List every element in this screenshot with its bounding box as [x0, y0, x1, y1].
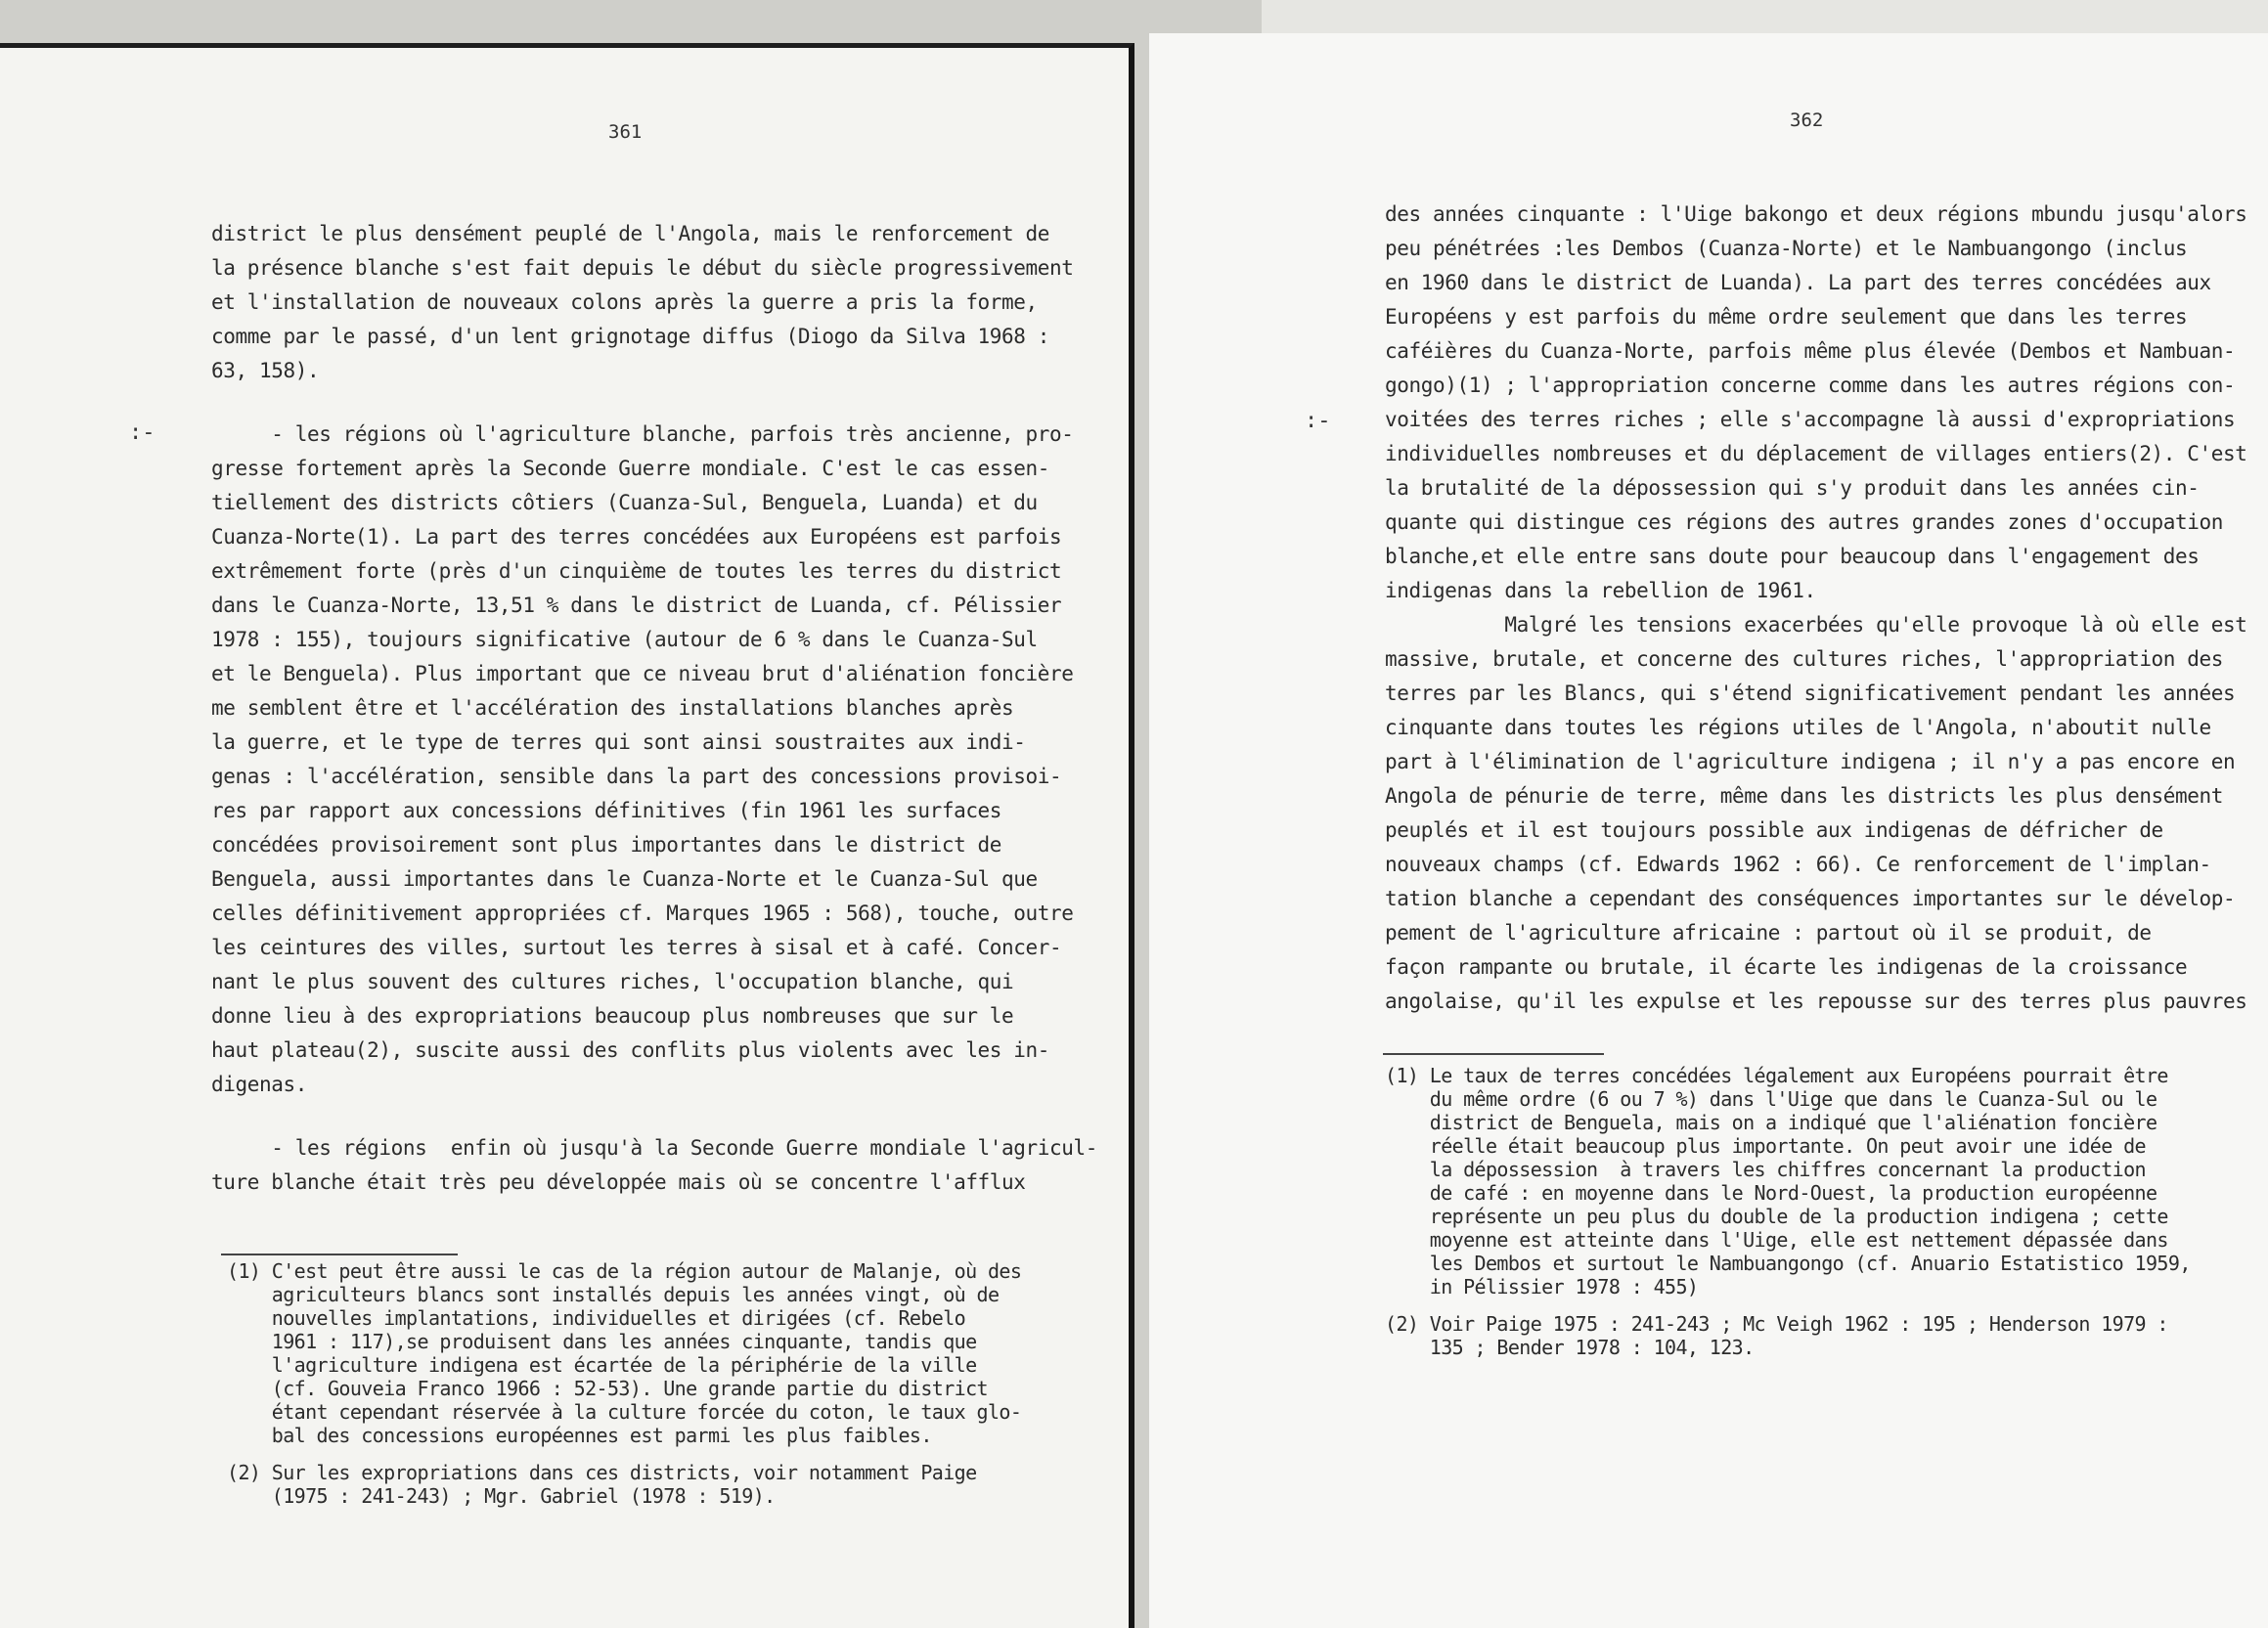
- text-line: concédées provisoirement sont plus importantes dans le district de: [211, 833, 1002, 857]
- text-line: 63, 158).: [211, 359, 320, 382]
- text-line: part à l'élimination de l'agriculture indigena ; il n'y a pas encore en: [1385, 750, 2236, 773]
- text-line: dans le Cuanza-Norte, 13,51 % dans le district de Luanda, cf. Pélissier: [211, 594, 1062, 617]
- text-line: celles définitivement appropriées cf. Marques 1965 : 568), touche, outre: [211, 902, 1074, 925]
- text-line: donne lieu à des expropriations beaucoup plus nombreuses que sur le: [211, 1004, 1014, 1028]
- text-line: district le plus densément peuplé de l'Angola, mais le renforcement de: [211, 222, 1050, 245]
- margin-mark: :-: [1305, 409, 1331, 433]
- text-line: me semblent être et l'accélération des installations blanches après: [211, 696, 1014, 720]
- text-line: tation blanche a cependant des conséquences importantes sur le dévelop-: [1385, 887, 2236, 910]
- text-line: la présence blanche s'est fait depuis le début du siècle progressivement: [211, 256, 1074, 280]
- text-line: Benguela, aussi importantes dans le Cuanza-Norte et le Cuanza-Sul que: [211, 867, 1038, 891]
- text-line: digenas.: [211, 1073, 307, 1096]
- text-line: façon rampante ou brutale, il écarte les indigenas de la croissance: [1385, 955, 2188, 979]
- footnote-line: (2) Voir Paige 1975 : 241-243 ; Mc Veigh 1962 : 195 ; Henderson 1979 :: [1385, 1312, 2168, 1336]
- text-line: gongo)(1) ; l'appropriation concerne comme dans les autres régions con-: [1385, 374, 2236, 397]
- text-line: peu pénétrées :les Dembos (Cuanza-Norte) et le Nambuangongo (inclus: [1385, 237, 2188, 260]
- text-line: Angola de pénurie de terre, même dans les districts les plus densément: [1385, 784, 2224, 808]
- footnote-line: (2) Sur les expropriations dans ces districts, voir notamment Paige: [227, 1461, 977, 1484]
- right-footnote-separator: [1383, 1053, 1604, 1055]
- footnote-line: étant cependant réservée à la culture forcée du coton, le taux glo-: [227, 1400, 1022, 1424]
- right-footnotes: [1385, 1064, 2191, 1359]
- paragraph-gap: [211, 1102, 1097, 1131]
- footnote-line: les Dembos et surtout le Nambuangongo (cf. Anuario Estatistico 1959,: [1385, 1252, 2191, 1275]
- footnote-gap: [227, 1447, 1021, 1461]
- paragraph-gap: [211, 388, 1097, 418]
- text-line: extrêmement forte (près d'un cinquième de toutes les terres du district: [211, 559, 1062, 583]
- footnote-line: agriculteurs blancs sont installés depuis les années vingt, où de: [227, 1283, 1000, 1306]
- text-line: nouveaux champs (cf. Edwards 1962 : 66). Ce renforcement de l'implan-: [1385, 853, 2211, 876]
- text-line: caféières du Cuanza-Norte, parfois même plus élevée (Dembos et Nambuan-: [1385, 339, 2236, 363]
- margin-mark: :-: [129, 420, 156, 445]
- text-line: cinquante dans toutes les régions utiles de l'Angola, n'aboutit nulle: [1385, 716, 2211, 739]
- footnote-line: 135 ; Bender 1978 : 104, 123.: [1385, 1336, 1755, 1359]
- footnote-line: moyenne est atteinte dans l'Uige, elle est nettement dépassée dans: [1385, 1228, 2168, 1252]
- text-line: terres par les Blancs, qui s'étend significativement pendant les années: [1385, 682, 2236, 705]
- text-line: les ceintures des villes, surtout les terres à sisal et à café. Concer-: [211, 936, 1062, 959]
- text-line: nant le plus souvent des cultures riches, l'occupation blanche, qui: [211, 970, 1014, 993]
- text-line: des années cinquante : l'Uige bakongo et deux régions mbundu jusqu'alors: [1385, 202, 2247, 226]
- footnote-line: 1961 : 117),se produisent dans les années cinquante, tandis que: [227, 1330, 977, 1353]
- text-line: res par rapport aux concessions définitives (fin 1961 les surfaces: [211, 799, 1002, 822]
- text-line: en 1960 dans le district de Luanda). La part des terres concédées aux: [1385, 271, 2211, 294]
- left-footnotes: [227, 1259, 1021, 1508]
- left-footnote-separator: [221, 1254, 458, 1255]
- footnote-line: nouvelles implantations, individuelles et dirigées (cf. Rebelo: [227, 1306, 966, 1330]
- text-line: et le Benguela). Plus important que ce niveau brut d'aliénation foncière: [211, 662, 1074, 685]
- footnote-line: (1) C'est peut être aussi le cas de la région autour de Malanje, où des: [227, 1259, 1022, 1283]
- text-line: individuelles nombreuses et du déplacement de villages entiers(2). C'est: [1385, 442, 2247, 465]
- text-line: massive, brutale, et concerne des cultures riches, l'appropriation des: [1385, 647, 2224, 671]
- footnote-line: in Pélissier 1978 : 455): [1385, 1275, 1699, 1298]
- text-line: genas : l'accélération, sensible dans la part des concessions provisoi-: [211, 765, 1062, 788]
- footnote-line: de café : en moyenne dans le Nord-Ouest, la production européenne: [1385, 1181, 2157, 1205]
- footnote-line: bal des concessions européennes est parmi les plus faibles.: [227, 1424, 932, 1447]
- text-line: et l'installation de nouveaux colons après la guerre a pris la forme,: [211, 290, 1038, 314]
- text-line: ture blanche était très peu développée mais où se concentre l'afflux: [211, 1170, 1026, 1194]
- footnote-line: (cf. Gouveia Franco 1966 : 52-53). Une grande partie du district: [227, 1377, 988, 1400]
- text-line: la guerre, et le type de terres qui sont ainsi soustraites aux indi-: [211, 730, 1026, 754]
- text-line: comme par le passé, d'un lent grignotage diffus (Diogo da Silva 1968 :: [211, 325, 1050, 348]
- text-line: 1978 : 155), toujours significative (autour de 6 % dans le Cuanza-Sul: [211, 628, 1038, 651]
- left-body-text: [211, 217, 1097, 1200]
- right-page-number: 362: [1790, 110, 1824, 131]
- text-line: quante qui distingue ces régions des autres grandes zones d'occupation: [1385, 510, 2224, 534]
- text-line: - les régions où l'agriculture blanche, parfois très ancienne, pro-: [211, 422, 1074, 446]
- text-line: Européens y est parfois du même ordre seulement que dans les terres: [1385, 305, 2188, 329]
- right-body-text: [1385, 198, 2247, 1019]
- text-line: voitées des terres riches ; elle s'accompagne là aussi d'expropriations: [1385, 408, 2236, 431]
- footnote-line: la dépossession à travers les chiffres concernant la production: [1385, 1158, 2146, 1181]
- left-page-number: 361: [608, 121, 643, 143]
- text-line: la brutalité de la dépossession qui s'y produit dans les années cin-: [1385, 476, 2200, 500]
- text-line: blanche,et elle entre sans doute pour beaucoup dans l'engagement des: [1385, 545, 2200, 568]
- footnote-gap: [1385, 1298, 2191, 1312]
- footnote-line: du même ordre (6 ou 7 %) dans l'Uige que dans le Cuanza-Sul ou le: [1385, 1087, 2157, 1111]
- text-line: angolaise, qu'il les expulse et les repousse sur des terres plus pauvres: [1385, 990, 2247, 1013]
- text-line: Cuanza-Norte(1). La part des terres concédées aux Européens est parfois: [211, 525, 1062, 549]
- text-line: - les régions enfin où jusqu'à la Seconde Guerre mondiale l'agricul-: [211, 1136, 1097, 1160]
- text-line: haut plateau(2), suscite aussi des conflits plus violents avec les in-: [211, 1038, 1050, 1062]
- footnote-line: (1975 : 241-243) ; Mgr. Gabriel (1978 : 519).: [227, 1484, 776, 1508]
- footnote-line: réelle était beaucoup plus importante. On peut avoir une idée de: [1385, 1134, 2146, 1158]
- text-line: peuplés et il est toujours possible aux indigenas de défricher de: [1385, 818, 2163, 842]
- text-line: gresse fortement après la Seconde Guerre mondiale. C'est le cas essen-: [211, 457, 1050, 480]
- text-line: indigenas dans la rebellion de 1961.: [1385, 579, 1816, 602]
- footnote-line: représente un peu plus du double de la production indigena ; cette: [1385, 1205, 2168, 1228]
- text-line: tiellement des districts côtiers (Cuanza-Sul, Benguela, Luanda) et du: [211, 491, 1038, 514]
- text-line: Malgré les tensions exacerbées qu'elle provoque là où elle est: [1385, 613, 2247, 637]
- footnote-line: district de Benguela, mais on a indiqué que l'aliénation foncière: [1385, 1111, 2157, 1134]
- footnote-line: (1) Le taux de terres concédées légalement aux Européens pourrait être: [1385, 1064, 2168, 1087]
- footnote-line: l'agriculture indigena est écartée de la périphérie de la ville: [227, 1353, 977, 1377]
- text-line: pement de l'agriculture africaine : partout où il se produit, de: [1385, 921, 2152, 945]
